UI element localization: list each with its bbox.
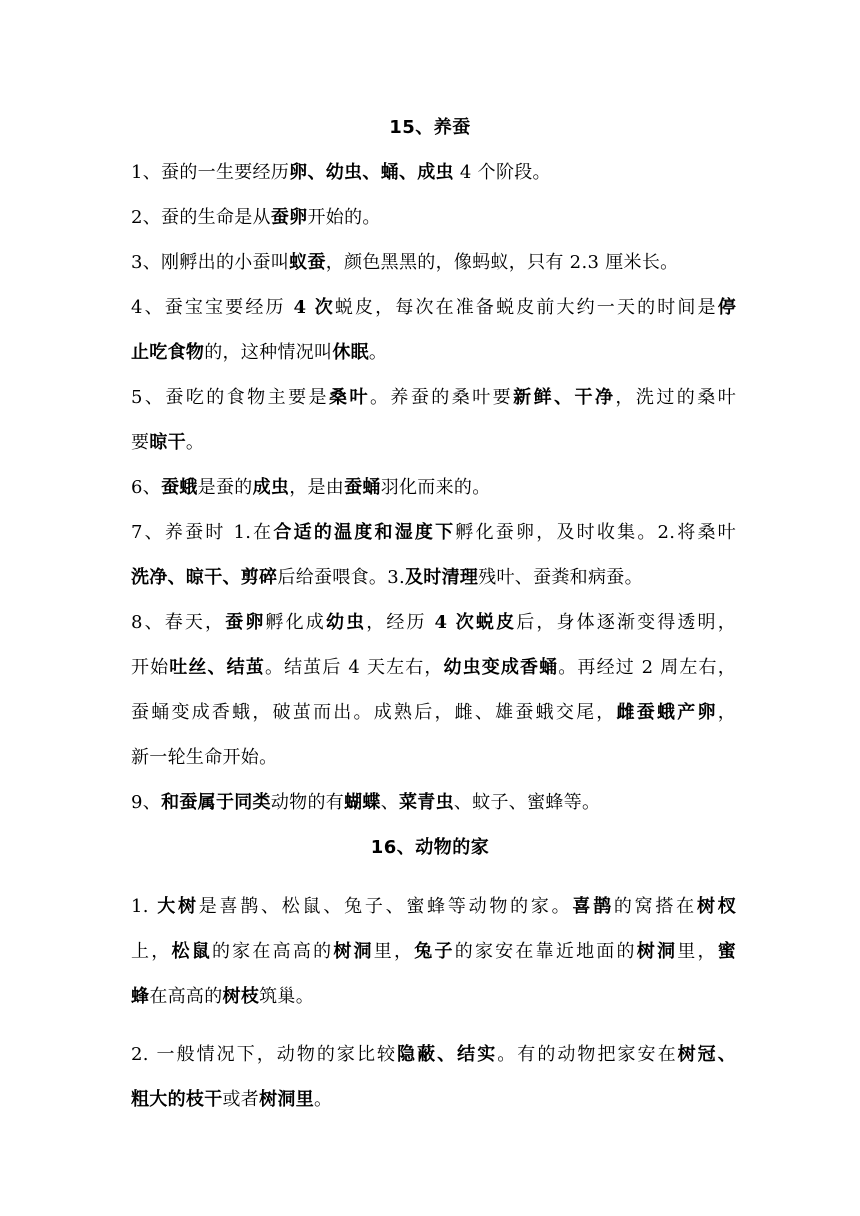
text-run: 。有的动物把家安在: [497, 1044, 678, 1065]
text-run: 1、蚕的一生要经历: [131, 162, 290, 183]
text-run: ，: [717, 702, 736, 723]
text-run: 新一轮生命开始。: [131, 747, 278, 768]
text-run: 。: [368, 342, 388, 363]
text-run: 要: [131, 432, 150, 453]
text-run: 的，这种情况叫: [204, 342, 333, 363]
bold-text-run: 蚕卵: [270, 207, 308, 228]
bold-text-run: 树冠、: [677, 1044, 737, 1065]
text-run: 8、春天，: [131, 612, 226, 633]
bold-text-run: 4 次蜕皮: [434, 612, 517, 633]
bold-text-run: 树洞: [333, 941, 374, 962]
list-item: [131, 1043, 736, 1067]
bold-text-run: 幼虫: [325, 612, 367, 633]
section-16-title: 16、动物的家: [370, 837, 490, 858]
bold-text-run: 停: [717, 297, 736, 318]
bold-text-run: 松鼠: [171, 941, 212, 962]
list-item-continued: [131, 701, 736, 725]
bold-text-run: 树洞: [636, 941, 678, 962]
text-run: 动物的有: [270, 792, 345, 813]
list-item-continued: [131, 940, 736, 964]
text-run: 的窝搭在: [613, 896, 697, 917]
bold-text-run: 合适的温度和湿度下: [273, 522, 456, 543]
list-item: [131, 791, 736, 815]
bold-text-run: 休眠: [332, 342, 369, 363]
text-run: 2. 一般情况下，动物的家比较: [131, 1044, 398, 1065]
text-run: 4、蚕宝宝要经历: [131, 297, 294, 318]
text-run: 残叶、蚕粪和病蚕。: [478, 567, 643, 588]
bold-text-run: 及时清理: [404, 567, 479, 588]
bold-text-run: 粗大的枝干: [131, 1089, 223, 1110]
text-run: 上，: [131, 941, 172, 962]
text-run: 后，身体逐渐变得透明，: [516, 612, 736, 633]
text-run: 或者: [222, 1089, 260, 1110]
list-item: [131, 296, 736, 320]
bold-text-run: 4 次: [293, 297, 335, 318]
bold-text-run: 雌蚕蛾产卵: [616, 702, 718, 723]
text-run: 筑巢。: [259, 986, 315, 1007]
text-run: 5、蚕吃的食物主要是: [131, 387, 330, 408]
list-item: [131, 206, 736, 230]
text-run: 。再经过 2 周左右，: [558, 657, 736, 678]
list-item: [131, 895, 736, 919]
text-run: 2、蚕的生命是从: [131, 207, 271, 228]
bold-text-run: 新鲜、干净: [513, 387, 616, 408]
bold-text-run: 大树: [157, 896, 199, 917]
text-run: 羽化而来的。: [380, 477, 491, 498]
text-run: 3、刚孵出的小蚕叫: [131, 252, 290, 273]
list-item: [131, 161, 736, 185]
bold-text-run: 蚕蛹: [344, 477, 381, 498]
text-run: ，洗过的桑叶: [615, 387, 736, 408]
bold-text-run: 树洞里: [259, 1089, 315, 1110]
bold-text-run: 蜂: [131, 986, 150, 1007]
bold-text-run: 和蚕属于同类: [161, 792, 271, 813]
text-run: 孵化成: [265, 612, 326, 633]
list-item-continued: [131, 746, 736, 770]
text-run: 、: [380, 792, 399, 813]
list-item: [131, 521, 736, 545]
list-item: [131, 386, 736, 410]
text-run: 9、: [131, 792, 162, 813]
list-item: [131, 611, 736, 635]
bold-text-run: 菜青虫: [399, 792, 454, 813]
bold-text-run: 洗净、晾干、剪碎: [131, 567, 278, 588]
text-run: 里，: [677, 941, 718, 962]
bold-text-run: 卵、幼虫、蛹、成虫: [289, 162, 454, 183]
text-run: ，颜色黑黑的，像蚂蚁，只有 2.3 厘米长。: [325, 252, 679, 273]
text-run: 1.: [131, 896, 158, 917]
list-item: [131, 476, 736, 500]
bold-text-run: 蚁蚕: [289, 252, 326, 273]
text-run: 。: [185, 432, 205, 453]
bold-text-run: 喜鹊: [572, 896, 614, 917]
section-15-title: 15、养蚕: [389, 117, 471, 138]
list-item-continued: [131, 1088, 736, 1112]
bold-text-run: 蜜: [717, 941, 737, 962]
list-item-continued: [131, 566, 736, 590]
text-run: 后给蚕喂食。3.: [277, 567, 405, 588]
list-item-continued: [131, 985, 736, 1009]
text-run: 蚕蛹变成香蛾，破茧而出。成熟后，雌、雄蚕蛾交尾，: [131, 702, 617, 723]
text-run: 7、养蚕时 1.在: [131, 522, 274, 543]
text-run: 的家安在靠近地面的: [454, 941, 637, 962]
bold-text-run: 晾干: [149, 432, 186, 453]
bold-text-run: 成虫: [252, 477, 290, 498]
list-item: [131, 251, 736, 275]
text-run: 4 个阶段。: [453, 162, 551, 183]
text-run: 6、: [131, 477, 162, 498]
bold-text-run: 隐蔽、结实: [397, 1044, 498, 1065]
bold-text-run: 幼虫变成香蛹: [443, 657, 559, 678]
bold-text-run: 蝴蝶: [344, 792, 381, 813]
list-item-continued: [131, 431, 736, 455]
text-run: 开始的。: [307, 207, 381, 228]
bold-text-run: 桑叶: [329, 387, 370, 408]
text-run: 。: [314, 1089, 333, 1110]
text-run: ，经历: [366, 612, 435, 633]
text-run: 。结茧后 4 天左右，: [264, 657, 444, 678]
text-run: 在高高的: [149, 986, 223, 1007]
text-run: 是喜鹊、松鼠、兔子、蜜蜂等动物的家。: [198, 896, 573, 917]
bold-text-run: 兔子: [414, 941, 455, 962]
bold-text-run: 蚕卵: [225, 612, 266, 633]
text-run: 蜕皮，每次在准备蜕皮前大约一天的时间是: [334, 297, 718, 318]
bold-text-run: 吐丝、结茧: [169, 657, 265, 678]
text-run: 里，: [373, 941, 415, 962]
text-run: 是蚕的: [197, 477, 253, 498]
bold-text-run: 止吃食物: [131, 342, 205, 363]
text-run: 、蚊子、蜜蜂等。: [453, 792, 601, 813]
text-run: ，是由: [289, 477, 345, 498]
bold-text-run: 树杈: [696, 896, 736, 917]
text-run: 开始: [131, 657, 170, 678]
text-run: 孵化蚕卵，及时收集。2.将桑叶: [455, 522, 736, 543]
text-run: 。养蚕的桑叶要: [369, 387, 514, 408]
bold-text-run: 树枝: [222, 986, 260, 1007]
bold-text-run: 蚕蛾: [161, 477, 198, 498]
list-item-continued: [131, 341, 736, 365]
text-run: 的家在高高的: [211, 941, 334, 962]
list-item-continued: [131, 656, 736, 680]
